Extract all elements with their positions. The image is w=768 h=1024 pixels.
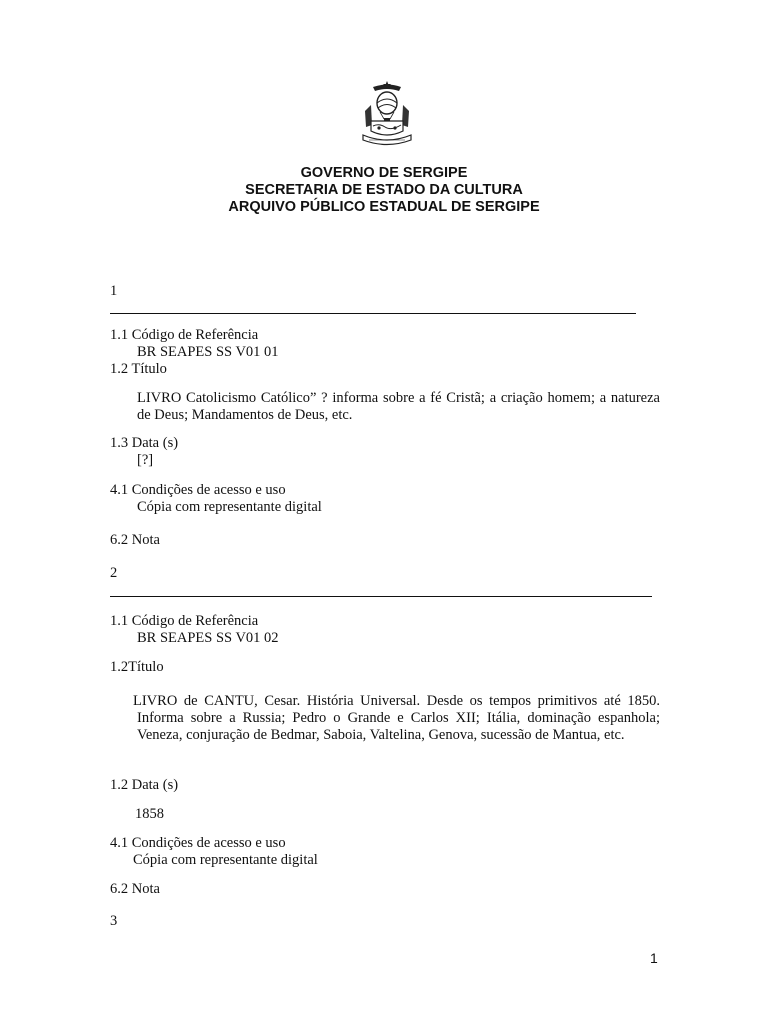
entry-2-ref-value: BR SEAPES SS V01 02 bbox=[137, 630, 279, 646]
entry-1-title-value: LIVRO Catolicismo Católico” ? informa sobre a fé Cristã; a criação homem; a natureza de Deus; Mandamentos de Deus, etc. bbox=[137, 390, 660, 423]
entry-1-divider bbox=[110, 313, 636, 314]
document-header bbox=[0, 165, 768, 216]
entry-1-note-label: 6.2 Nota bbox=[110, 532, 160, 548]
state-coat-of-arms-icon bbox=[359, 81, 415, 149]
header-archive: ARQUIVO PÚBLICO ESTADUAL DE SERGIPE bbox=[228, 199, 540, 215]
entry-1-date-label: 1.3 Data (s) bbox=[110, 435, 179, 451]
entry-1-number: 1 bbox=[110, 283, 118, 299]
entry-2-ref-label: 1.1 Código de Referência bbox=[110, 613, 259, 629]
entry-1-access-label: 4.1 Condições de acesso e uso bbox=[110, 482, 286, 498]
entry-3-number: 3 bbox=[110, 913, 118, 929]
page-number: 1 bbox=[650, 950, 658, 966]
entry-1-title-label: 1.2 Título bbox=[110, 361, 167, 377]
entry-2-divider bbox=[110, 596, 652, 597]
entry-1-access-value: Cópia com representante digital bbox=[137, 499, 322, 515]
entry-1-ref-label: 1.1 Código de Referência bbox=[110, 327, 259, 343]
entry-2-title-label: 1.2Título bbox=[110, 659, 164, 675]
entry-2-number: 2 bbox=[110, 565, 118, 581]
entry-2-access-label: 4.1 Condições de acesso e uso bbox=[110, 835, 286, 851]
header-secretariat: SECRETARIA DE ESTADO DA CULTURA bbox=[245, 182, 523, 198]
entry-1-ref-value: BR SEAPES SS V01 01 bbox=[137, 344, 279, 360]
header-government: GOVERNO DE SERGIPE bbox=[300, 165, 468, 181]
entry-2-date-label: 1.2 Data (s) bbox=[110, 777, 179, 793]
entry-2-title-value: LIVRO de CANTU, Cesar. História Universal. Desde os tempos primitivos até 1850. Informa sobre a Russia; Pedro o Grande e Carlos XII; Itália, dominação espanhola; Veneza, conjuração de Bedmar, Saboia, Valtelina, Genova, sucessão de Mantua, etc. bbox=[133, 693, 660, 743]
entry-2-note-label: 6.2 Nota bbox=[110, 881, 160, 897]
entry-1-date-value: [?] bbox=[137, 452, 154, 468]
entry-2-date-value: 1858 bbox=[135, 806, 164, 822]
entry-2-access-value: Cópia com representante digital bbox=[133, 852, 318, 868]
